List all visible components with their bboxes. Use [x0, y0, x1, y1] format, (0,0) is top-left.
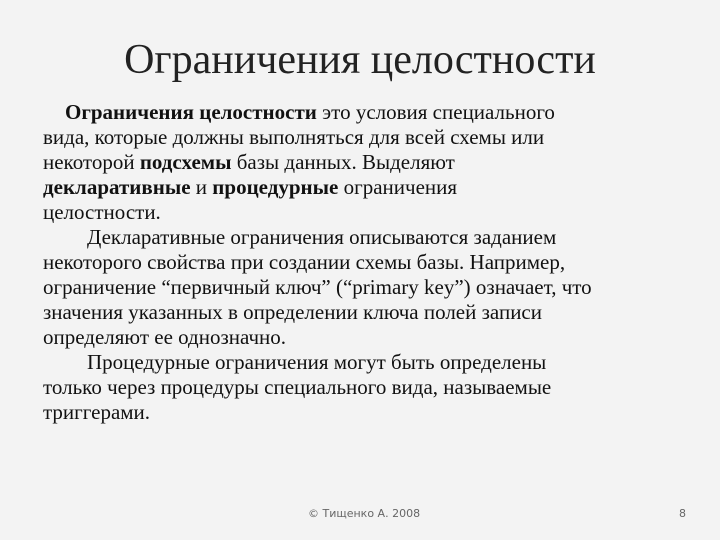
text-run: это условия специального: [316, 100, 555, 124]
text-line: триггерами.: [43, 400, 151, 424]
paragraph-procedural: [43, 350, 683, 425]
text-line: определяют ее однозначно.: [43, 325, 287, 349]
text-run: некоторой: [43, 150, 140, 174]
text-run: вида, которые должны выполняться для всей схемы или: [43, 125, 545, 149]
text-line: Процедурные ограничения могут быть определены: [87, 350, 547, 374]
slide-title: Ограничения целостности: [124, 37, 596, 83]
text-line: [43, 125, 683, 150]
text-line: только через процедуры специального вида, называемые: [43, 375, 552, 399]
bold-term: процедурные: [212, 175, 339, 199]
text-run: и: [190, 175, 213, 199]
text-line: Декларативные ограничения описываются заданием: [87, 225, 557, 249]
bold-term: декларативные: [43, 175, 191, 199]
text-run: ограничения: [338, 175, 458, 199]
copyright-text: © Тищенко А. 2008: [308, 507, 421, 520]
text-line: [43, 200, 683, 225]
bold-term: подсхемы: [139, 150, 232, 174]
paragraph-definition: [43, 100, 683, 225]
text-run: базы данных. Выделяют: [231, 150, 455, 174]
text-line: [43, 100, 683, 125]
paragraph-declarative: [43, 225, 683, 350]
text-line: [43, 175, 683, 200]
text-line: значения указанных в определении ключа полей записи: [43, 300, 542, 324]
text-line: ограничение “первичный ключ” (“primary key”) означает, что: [43, 275, 592, 299]
slide-body: [43, 100, 683, 425]
text-run: целостности.: [43, 200, 161, 224]
page-number: 8: [679, 507, 686, 520]
bold-term: Ограничения целостности: [65, 100, 317, 124]
text-line: [43, 150, 683, 175]
text-line: некоторого свойства при создании схемы базы. Например,: [43, 250, 566, 274]
